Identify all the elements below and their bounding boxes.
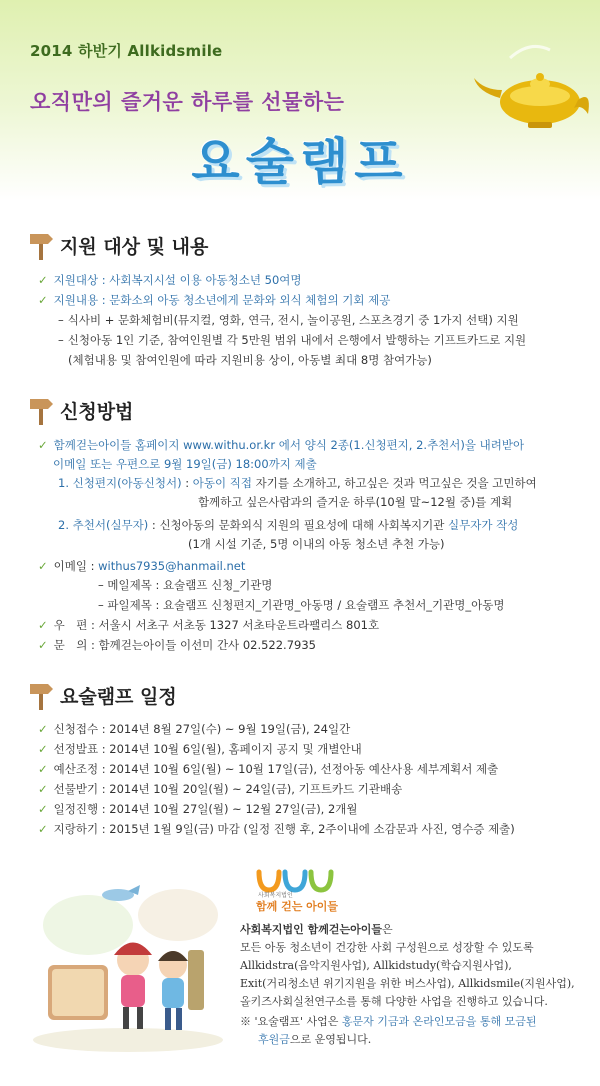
inquiry-line: ✓ 문 의 : 함께걷는아이들 이선미 간사 02.522.7935 bbox=[38, 638, 316, 652]
logo-subtitle: 사회복지법인 bbox=[258, 892, 293, 899]
email-line: ✓ 이메일 : withus7935@hanmail.net bbox=[38, 559, 246, 573]
doc2-line-2: (1개 시설 기준, 5명 이내의 아동 청소년 추천 가능) bbox=[188, 537, 445, 551]
section-title: 요술램프 일정 bbox=[60, 685, 177, 708]
support-sub-line: – 신청아동 1인 기준, 참여인원별 각 5만원 범위 내에서 은행에서 발행하는 기프트카드로 지원 bbox=[58, 333, 527, 347]
section-title: 지원 대상 및 내용 bbox=[60, 235, 209, 258]
doc1-line: 1. 신청편지(아동신청서) : 아동이 직접 자기를 소개하고, 하고싶은 것과 먹고싶은 것을 고민하여 bbox=[58, 476, 537, 490]
check-icon: ✓ bbox=[38, 802, 48, 816]
page-title: 요술램프 bbox=[191, 133, 409, 191]
logo-name: 함께 걷는 아이들 bbox=[256, 900, 339, 913]
doc1-line-2: 함께하고 싶은사람과의 즐거운 하루(10월 말~12월 중)를 계획 bbox=[198, 495, 513, 509]
check-icon: ✓ bbox=[38, 559, 48, 573]
org-note-2: 후원금으로 운영됩니다. bbox=[258, 1033, 372, 1046]
check-icon: ✓ bbox=[38, 822, 48, 836]
file-subject-line: – 파일제목 : 요술램프 신청편지_기관명_아동명 / 요술램프 추천서_기관명_아동명 bbox=[98, 598, 505, 612]
section-title: 신청방법 bbox=[60, 400, 134, 423]
schedule-item: ✓ 신청접수 : 2014년 8월 27일(수) ~ 9월 19일(금), 24일간 bbox=[38, 722, 351, 736]
apply-line-2: 이메일 또는 우편으로 9월 19일(금) 18:00까지 제출 bbox=[53, 457, 317, 471]
children-illustration-icon bbox=[28, 855, 228, 1055]
check-icon: ✓ bbox=[38, 782, 48, 796]
org-line: Exit(거리청소년 위기지원을 위한 버스사업), Allkidsmile(지원사업), bbox=[240, 977, 575, 990]
email-link[interactable]: withus7935@hanmail.net bbox=[98, 559, 246, 573]
section-header-apply bbox=[28, 395, 133, 425]
check-icon: ✓ bbox=[38, 742, 48, 756]
apply-line-1: ✓ 함께걷는아이들 홈페이지 www.withu.or.kr 에서 양식 2종(1.신청편지, 2.추천서)을 내려받아 bbox=[38, 438, 525, 452]
org-line: Allkidstra(음악지원사업), Allkidstudy(학습지원사업), bbox=[240, 959, 512, 972]
doc2-line: 2. 추천서(실무자) : 신청아동의 문화외식 지원의 필요성에 대해 사회복지기관 실무자가 작성 bbox=[58, 518, 519, 532]
org-heading: 사회복지법인 함께걷는아이들은 bbox=[240, 923, 393, 936]
schedule-item: ✓ 선물받기 : 2014년 10월 20일(월) ~ 24일(금), 기프트카드 기관배송 bbox=[38, 782, 403, 796]
check-icon: ✓ bbox=[38, 293, 48, 307]
signpost-icon bbox=[28, 395, 54, 425]
signpost-icon bbox=[28, 680, 54, 710]
support-sub-note: (체험내용 및 참여인원에 따라 지원비용 상이, 아동별 최대 8명 참여가능) bbox=[68, 353, 432, 367]
org-line: 모든 아동 청소년이 건강한 사회 구성원으로 성장할 수 있도록 bbox=[240, 941, 534, 954]
mail-subject-line: – 메일제목 : 요술램프 신청_기관명 bbox=[98, 578, 273, 592]
check-icon: ✓ bbox=[38, 618, 48, 632]
support-content-line: ✓ 지원내용 : 문화소외 아동 청소년에게 문화와 외식 체험의 기회 제공 bbox=[38, 293, 391, 307]
support-target-line: ✓ 지원대상 : 사회복지시설 이용 아동청소년 50여명 bbox=[38, 273, 302, 287]
section-header-support bbox=[28, 230, 208, 260]
org-note: ※ '요술램프' 사업은 홍문자 기금과 온라인모금을 통해 모금된 bbox=[240, 1015, 537, 1028]
section-header-schedule bbox=[28, 680, 177, 710]
header-subtitle: 오직만의 즐거운 하루를 선물하는 bbox=[30, 90, 345, 114]
check-icon: ✓ bbox=[38, 722, 48, 736]
genie-lamp-icon bbox=[470, 40, 595, 140]
check-icon: ✓ bbox=[38, 762, 48, 776]
org-line: 올키즈사회실천연구소를 통해 다양한 사업을 진행하고 있습니다. bbox=[240, 995, 548, 1008]
schedule-item: ✓ 예산조정 : 2014년 10월 6일(월) ~ 10월 17일(금), 선정아동 예산사용 세부계획서 제출 bbox=[38, 762, 499, 776]
schedule-item: ✓ 선정발표 : 2014년 10월 6일(월), 홈페이지 공지 및 개별안내 bbox=[38, 742, 362, 756]
header-top-line: 2014 하반기 Allkidsmile bbox=[30, 42, 223, 60]
signpost-icon bbox=[28, 230, 54, 260]
support-sub-line: – 식사비 + 문화체험비(뮤지컬, 영화, 연극, 전시, 놀이공원, 스포츠경기 중 1가지 선택) 지원 bbox=[58, 313, 519, 327]
check-icon: ✓ bbox=[38, 273, 48, 287]
post-line: ✓ 우 편 : 서울시 서초구 서초동 1327 서초타운트라팰리스 801호 bbox=[38, 618, 380, 632]
schedule-item: ✓ 지랑하기 : 2015년 1월 9일(금) 마감 (일정 진행 후, 2주이내에 소감문과 사진, 영수증 제출) bbox=[38, 822, 515, 836]
check-icon: ✓ bbox=[38, 638, 48, 652]
schedule-item: ✓ 일정진행 : 2014년 10월 27일(월) ~ 12월 27일(금), 2개월 bbox=[38, 802, 358, 816]
check-icon: ✓ bbox=[38, 438, 48, 452]
